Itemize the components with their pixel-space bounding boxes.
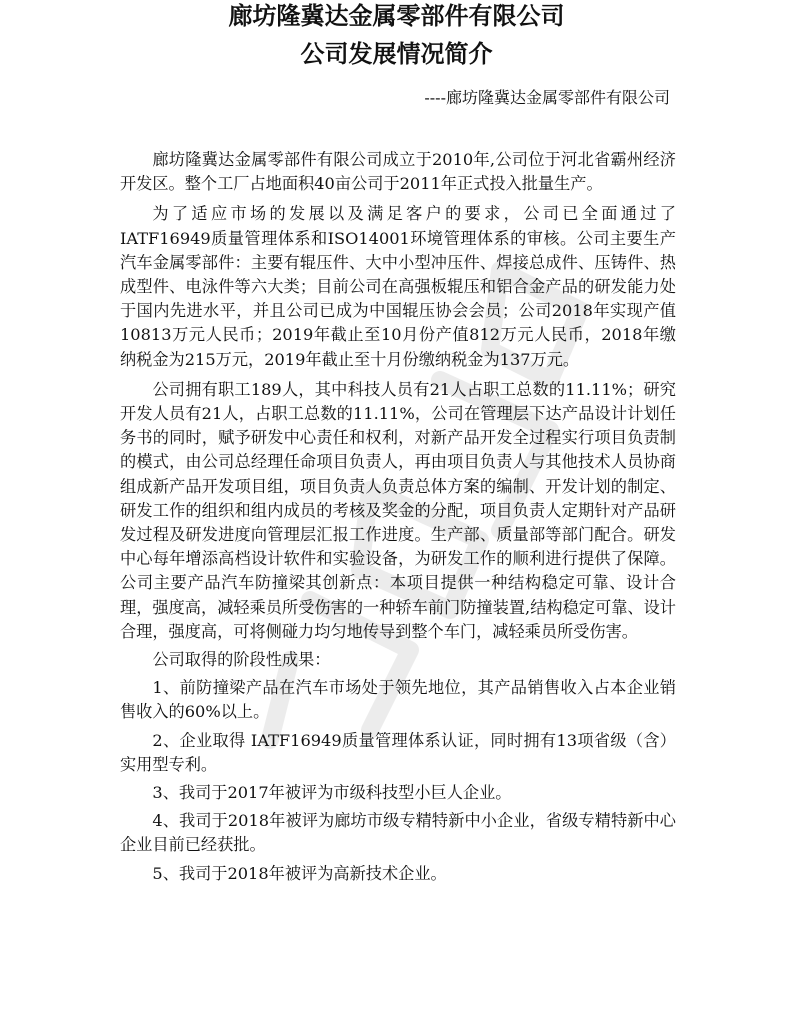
achievement-item-3: 3、我司于2017年被评为市级科技型小巨人企业。	[152, 783, 512, 803]
company-title: 廊坊隆冀达金属零部件有限公司	[228, 1, 565, 30]
document-body	[120, 148, 676, 890]
paragraph-founding: 廊坊隆冀达金属零部件有限公司成立于2010年,公司位于河北省霸州经济开发区。整个工厂占地面积40亩公司于2011年正式投入批量生产。	[120, 150, 676, 194]
paragraph-staff-rnd: 公司拥有职工189人，其中科技人员有21人占职工总数的11.11%；研究开发人员有21人，占职工总数的11.11%，公司在管理层下达产品设计计划任务书的同时，赋予研发中心责任和权利，对新产品开发全过程实行项目负责制的模式，由公司总经理任命项目负责人，再由项目负责人与其他技术人员协商组成新产品开发项目组，项目负责人负责总体方案的编制、开发计划的制定、研发工作的组织和组内成员的考核及奖金的分配，项目负责人定期针对产品研发过程及研发进度向管理层汇报工作进度。生产部、质量部等部门配合。研发中心每年增添高档设计软件和实验设备，为研发工作的顺利进行提供了保障。公司主要产品汽车防撞梁其创新点：本项目提供一种结构稳定可靠、设计合理，强度高，减轻乘员所受伤害的一种轿车前门防撞装置,结构稳定可靠、设计合理，强度高，可将侧碰力均匀地传导到整个车门，减轻乘员所受伤害。	[120, 379, 676, 641]
achievement-item-4: 4、我司于2018年被评为廊坊市级专精特新中小企业，省级专精特新中心企业目前已经获批。	[120, 811, 676, 855]
document-title: 公司发展情况简介	[300, 39, 493, 68]
paragraph-certification: 为了适应市场的发展以及满足客户的要求，公司已全面通过了IATF16949质量管理体系和ISO14001环境管理体系的审核。公司主要生产汽车金属零部件：主要有辊压件、大中小型冲压件、焊接总成件、压铸件、热成型件、电泳件等六大类；目前公司在高强板辊压和铝合金产品的研发能力处于国内先进水平，并且公司已成为中国辊压协会会员；公司2018年实现产值10813万元人民币；2019年截止至10月份产值812万元人民币，2018年缴纳税金为215万元，2019年截止至十月份缴纳税金为137万元。	[120, 204, 676, 369]
achievement-item-2: 2、企业取得 IATF16949质量管理体系认证，同时拥有13项省级（含）实用型专利。	[120, 730, 676, 774]
byline: ----廊坊隆冀达金属零部件有限公司	[424, 88, 670, 107]
achievements-heading: 公司取得的阶段性成果：	[152, 650, 331, 670]
achievement-item-1: 1、前防撞梁产品在汽车市场处于领先地位，其产品销售收入占本企业销售收入的60%以上。	[120, 678, 676, 722]
achievement-item-5: 5、我司于2018年被评为高新技术企业。	[152, 863, 447, 883]
